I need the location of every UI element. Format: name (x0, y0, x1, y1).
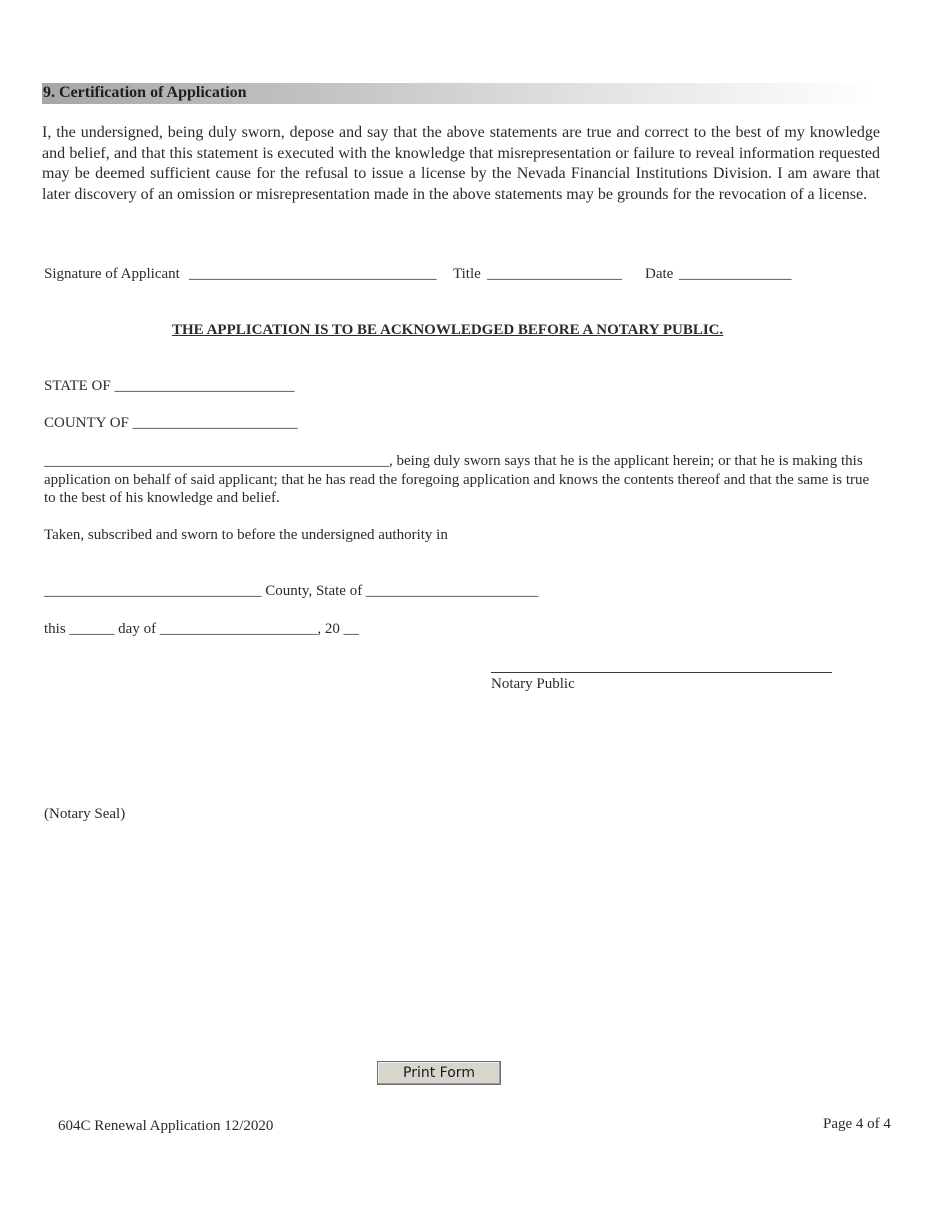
title-label: Title (453, 266, 481, 282)
certification-statement: I, the undersigned, being duly sworn, depose and say that the above statements are true and correct to the best of my knowledge and belief, and that this statement is executed with the knowledge that misrepresentation or failure to reveal information requested may be deemed sufficient cause for the refusal to issue a license by the Nevada Financial Institutions Division. I am aware that later discovery of an omission or misrepresentation made in the above statements may be grounds for the revocation of a license. (42, 124, 880, 203)
notary-signature-line[interactable] (491, 672, 832, 673)
notary-public-label: Notary Public (491, 676, 575, 692)
date-day-field[interactable]: this ______ day of _____________________, 20 __ (44, 621, 359, 637)
footer-page-number: Page 4 of 4 (823, 1116, 891, 1132)
county-field[interactable]: COUNTY OF ______________________ (44, 415, 298, 431)
notary-seal-label: (Notary Seal) (44, 806, 126, 822)
county-state-field[interactable]: _____________________________ County, State of _______________________ (44, 583, 539, 599)
print-form-button[interactable]: Print Form (377, 1061, 501, 1085)
section-title: 9. Certification of Application (43, 84, 247, 101)
state-field[interactable]: STATE OF ________________________ (44, 378, 295, 394)
footer-form-id: 604C Renewal Application 12/2020 (58, 1118, 274, 1134)
date-field[interactable]: _______________ (679, 266, 792, 282)
section-header-bar (42, 83, 876, 104)
title-field[interactable]: __________________ (487, 266, 622, 282)
taken-subscribed-text: Taken, subscribed and sworn to before the undersigned authority in (44, 527, 448, 543)
date-label: Date (645, 266, 674, 282)
affidavit-text[interactable]: ______________________________________________, being duly sworn says that he is the applicant herein; or that he is making this application on behalf of said applicant; that he has read the foregoing application and knows the contents thereof and that the same is true to the best of his knowledge and belief. (44, 453, 870, 506)
signature-field[interactable]: _________________________________ (189, 266, 437, 282)
notary-notice: THE APPLICATION IS TO BE ACKNOWLEDGED BEFORE A NOTARY PUBLIC. (172, 322, 724, 338)
signature-label: Signature of Applicant (44, 266, 180, 282)
